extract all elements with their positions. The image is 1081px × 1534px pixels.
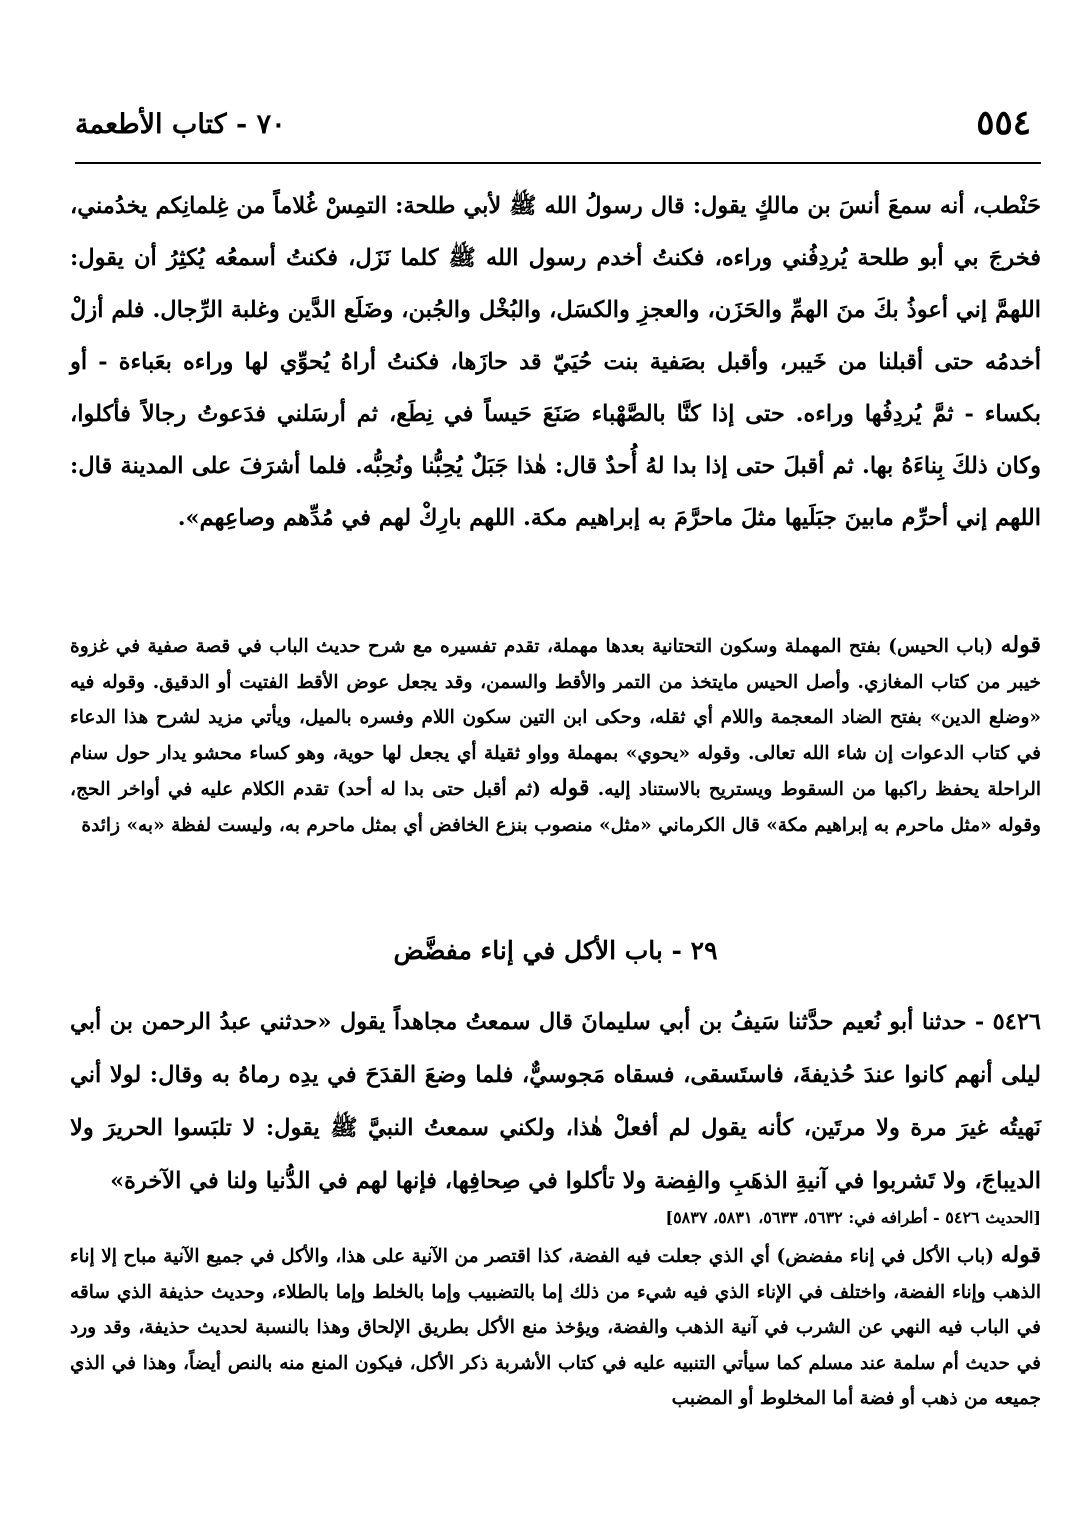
commentary-body-3: (باب الأكل في إناء مفضض) أي الذي جعلت فيه الفضة، كذا اقتصر من الآنية على هذا، والأكل في جميع الآنية مباح إلا إناء الذهب وإناء الفضة، واختلف في الإناء الذي فيه شيء من ذلك إما بالتضبيب وإما بالخلط وإما بالطلاء، وحديث حذيفة الذي ساقه في الباب فيه النهي عن الشرب في آنية الذهب والفضة، ويؤخذ منع الأكل بطريق الإلحاق وهذا بالنسبة لحديث حذيفة، وقد ورد في حديث أم سلمة عند مسلم كما سيأتي التنبيه عليه في كتاب الأشربة ذكر الأكل، فيكون المنع منه بالنص أيضاً، وهذا في الذي جميعه من ذهب أو فضة أما المخلوط أو المضبب (70, 1246, 1041, 1409)
header-rule (75, 162, 1041, 164)
hadith-body: حَنْطب، أنه سمعَ أنسَ بن مالكٍ يقول: قال رسولُ الله ﷺ لأبي طلحة: التمِسْ غُلاماً من غِلمانِكم يخدُمني، فخرجَ بي أبو طلحة يُردِفُني وراءه، فكنتُ أخدم رسول الله ﷺ كلما نَزَل، فكنتُ أسمعُه يُكثِرُ أن يقول: اللهمَّ إني أعوذُ بكَ منَ الهمِّ والحَزَن، والعجزِ والكسَل، والبُخْل والجُبن، وضَلَع الدَّين وغلبة الرِّجال. فلم أزلْ أخدمُه حتى أقبلنا من خَيبر، وأقبل بصَفية بنت حُيَيّ قد حازَها، فكنتُ أراهُ يُحوِّي لها وراءه بعَباءة - أو بكساء - ثمَّ يُردِفُها وراءه. حتى إذا كنَّا بالصَّهْباء صَنَعَ حَيساً في نِطَع، ثم أرسَلني فدَعوتُ رجالاً فأكلوا، وكان ذلكَ بِناءَهُ بها. ثم أقبلَ حتى إذا بدا لهُ أُحدٌ قال: هٰذا جَبَلٌ يُحِبُّنا ونُحِبُّه. فلما أشرَفَ على المدينة قال: اللهم إني أحرِّم مابينَ جبَلَيها مثلَ ماحرَّمَ به إبراهيم مكة. اللهم بارِكْ لهم في مُدِّهم وصاعِهم». (70, 193, 1041, 531)
hadith-text (70, 180, 1041, 544)
hadith-text-2 (70, 996, 1041, 1208)
commentary-block (70, 628, 1041, 843)
hadith-references: [الحديث ٥٤٢٦ - أطرافه في: ٥٦٣٢، ٥٦٣٣، ٥٨٣١، ٥٨٣٧] (665, 1208, 1041, 1227)
commentary-lead-2: قوله (549, 775, 590, 801)
commentary-body: (باب الحيس) بفتح المهملة وسكون التحتانية بعدها مهملة، تقدم تفسيره مع شرح حديث الباب في قصة صفية في غزوة خيبر من كتاب المغازي. وأصل الحيس مايتخذ من التمر والأقط والسمن، وقد يجعل عوض الأقط الفتيت أو الدقيق. وقوله فيه «وضلع الدين» بفتح الضاد المعجمة واللام أي ثقله، وحكى ابن التين سكون اللام وفسره بالميل، ويأتي مزيد لشرح هذا الدعاء في كتاب الدعوات إن شاء الله تعالى. وقوله «يحوي» بمهملة وواو ثقيلة أي يجعل لها حوية، وهو كساء محشو يدار حول سنام الراحلة يحفظ راكبها من السقوط ويستريح بالاستناد إليه. (70, 636, 1041, 800)
commentary-lead: قوله (1000, 632, 1041, 658)
hadith-number: ٥٤٢٦ - (974, 1009, 1041, 1035)
commentary-block-2 (70, 1238, 1041, 1417)
commentary-body-2: (ثم أقبل حتى بدا له أحد) تقدم الكلام عليه في أواخر الحج، وقوله «مثل ماحرم به إبراهيم مكة» قال الكرماني «مثل» منصوب بنزع الخافض أي بمثل ماحرم به، وليست لفظة «به» زائدة (70, 779, 1041, 836)
hadith-lead: حدثنا (921, 1009, 967, 1035)
running-title: ٧٠ - كتاب الأطعمة (75, 109, 286, 140)
hadith-body-2: أبو نُعيم حدَّثنا سَيفُ بن أبي سليمانَ قال سمعتُ مجاهداً يقول «حدثني عبدُ الرحمن بن أبي ليلى أنهم كانوا عندَ حُذيفةَ، فاستَسقى، فسقاه مَجوسيٌّ، فلما وضعَ القدَحَ في يدِه رماهُ به وقال: لولا أني نَهيتُه غيرَ مرة ولا مرتَين، كأنه يقول لم أفعلْ هٰذا، ولكني سمعتُ النبيَّ ﷺ يقول: لا تلبَسوا الحريرَ ولا الديباجَ، ولا تَشربوا في آنيةِ الذهَبِ والفِضة ولا تأكلوا في صِحافِها، فإنها لهم في الدُّنيا ولنا في الآخرة» (70, 1009, 1041, 1194)
page-number: ٥٥٤ (976, 103, 1031, 143)
chapter-heading: ٢٩ - باب الأكل في إناء مفضَّض (393, 936, 718, 965)
page-header (75, 95, 1031, 161)
commentary-lead-3: قوله (1000, 1242, 1041, 1268)
